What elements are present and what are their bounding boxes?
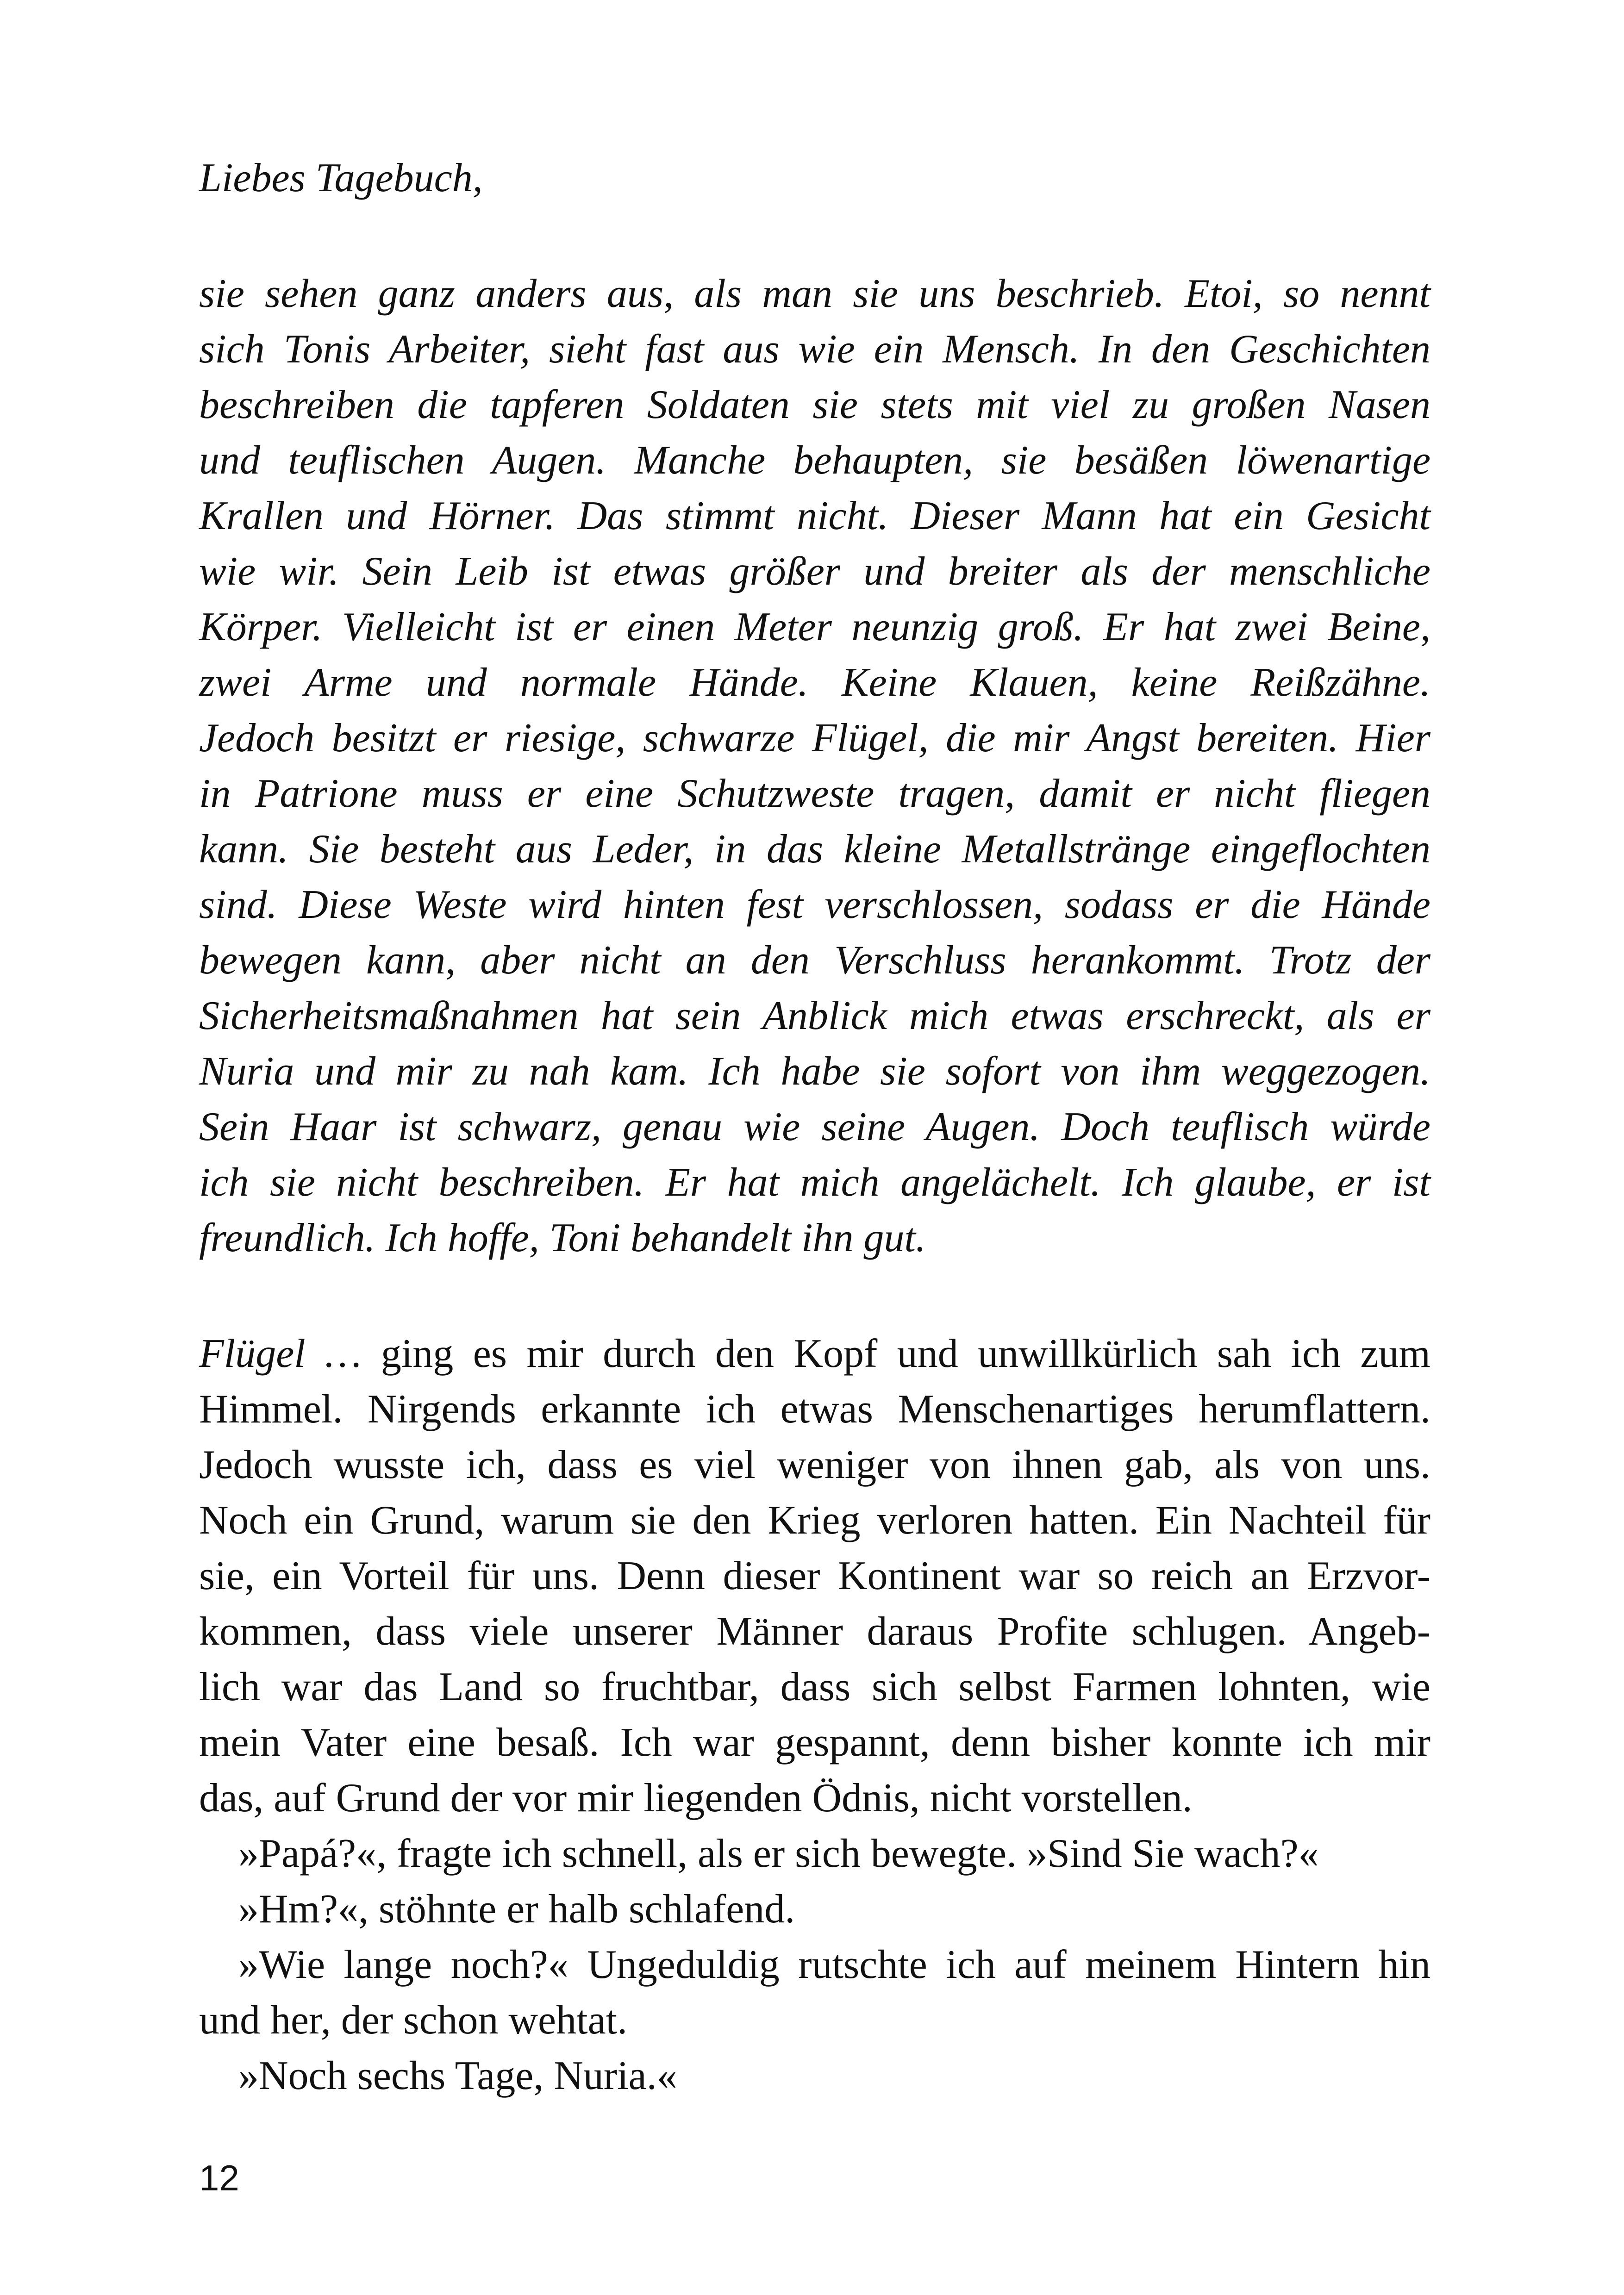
narrative-line: Himmel. Nirgends erkannte ich etwas Menschenartiges herumflattern. xyxy=(199,1387,1430,1432)
narrative-line: mein Vater eine besaß. Ich war gespannt, denn bisher konnte ich mir xyxy=(199,1720,1430,1765)
page-number: 12 xyxy=(199,2158,239,2198)
diary-line: sie sehen ganz anders aus, als man sie uns beschrieb. Etoi, so nennt xyxy=(199,271,1430,316)
diary-line: beschreiben die tapferen Soldaten sie stets mit viel zu großen Nasen xyxy=(199,382,1430,427)
narrative-line xyxy=(199,1326,1430,1382)
narrative-line: sie, ein Vorteil für uns. Denn dieser Kontinent war so reich an Erzvor- xyxy=(199,1553,1430,1598)
diary-line: freundlich. Ich hoffe, Toni behandelt ihn gut. xyxy=(199,1216,926,1260)
diary-line: in Patrione muss er eine Schutzweste tragen, damit er nicht fliegen xyxy=(199,771,1430,816)
diary-line: Sicherheitsmaßnahmen hat sein Anblick mich etwas erschreckt, als er xyxy=(199,993,1430,1038)
diary-line: wie wir. Sein Leib ist etwas größer und breiter als der menschliche xyxy=(199,549,1430,594)
diary-line: kann. Sie besteht aus Leder, in das kleine Metallstränge eingeflochten xyxy=(199,827,1430,872)
diary-line: zwei Arme und normale Hände. Keine Klauen, keine Reißzähne. xyxy=(199,660,1430,705)
narrative-line: das, auf Grund der vor mir liegenden Ödnis, nicht vorstellen. xyxy=(199,1776,1193,1821)
diary-line: sich Tonis Arbeiter, sieht fast aus wie ein Mensch. In den Geschichten xyxy=(199,327,1430,372)
diary-line: Krallen und Hörner. Das stimmt nicht. Dieser Mann hat ein Gesicht xyxy=(199,493,1430,538)
diary-line: Körper. Vielleicht ist er einen Meter neunzig groß. Er hat zwei Beine, xyxy=(199,605,1430,649)
dialogue-line: »Noch sechs Tage, Nuria.« xyxy=(238,2053,677,2098)
diary-line: sind. Diese Weste wird hinten fest verschlossen, sodass er die Hände xyxy=(199,882,1430,927)
narrative-line: lich war das Land so fruchtbar, dass sich selbst Farmen lohnten, wie xyxy=(199,1665,1430,1709)
diary-line: und teuflischen Augen. Manche behaupten, sie besäßen löwenartige xyxy=(199,438,1430,483)
dialogue-line: und her, der schon wehtat. xyxy=(199,1998,628,2043)
dialogue-line: »Hm?«, stöhnte er halb schlafend. xyxy=(238,1887,795,1932)
diary-line: Jedoch besitzt er riesige, schwarze Flügel, die mir Angst bereiten. Hier xyxy=(199,716,1430,761)
diary-line: ich sie nicht beschreiben. Er hat mich angelächelt. Ich glaube, er ist xyxy=(199,1160,1430,1205)
dialogue-line: »Wie lange noch?« Ungeduldig rutschte ich auf meinem Hintern hin xyxy=(238,1942,1430,1987)
narrative-line-rest: ging es mir durch den Kopf und unwillkürlich sah ich zum xyxy=(361,1331,1430,1376)
diary-line: bewegen kann, aber nicht an den Verschluss herankommt. Trotz der xyxy=(199,938,1430,983)
narrative-line: Jedoch wusste ich, dass es viel weniger von ihnen gab, als von uns. xyxy=(199,1442,1430,1487)
narrative-italic-word: Flügel … xyxy=(199,1331,362,1376)
dialogue-line: »Papá?«, fragte ich schnell, als er sich bewegte. »Sind Sie wach?« xyxy=(238,1831,1319,1876)
narrative-text xyxy=(199,1326,1430,2104)
diary-line: Nuria und mir zu nah kam. Ich habe sie sofort von ihm weggezogen. xyxy=(199,1049,1430,1094)
narrative-line: kommen, dass viele unserer Männer daraus Profite schlugen. Angeb- xyxy=(199,1609,1430,1654)
diary-line: Sein Haar ist schwarz, genau wie seine Augen. Doch teuflisch würde xyxy=(199,1104,1430,1149)
diary-salutation: Liebes Tagebuch, xyxy=(199,156,483,200)
narrative-line: Noch ein Grund, warum sie den Krieg verloren hatten. Ein Nachteil für xyxy=(199,1498,1430,1543)
diary-entry xyxy=(199,266,1430,1266)
book-page xyxy=(199,150,1430,2098)
